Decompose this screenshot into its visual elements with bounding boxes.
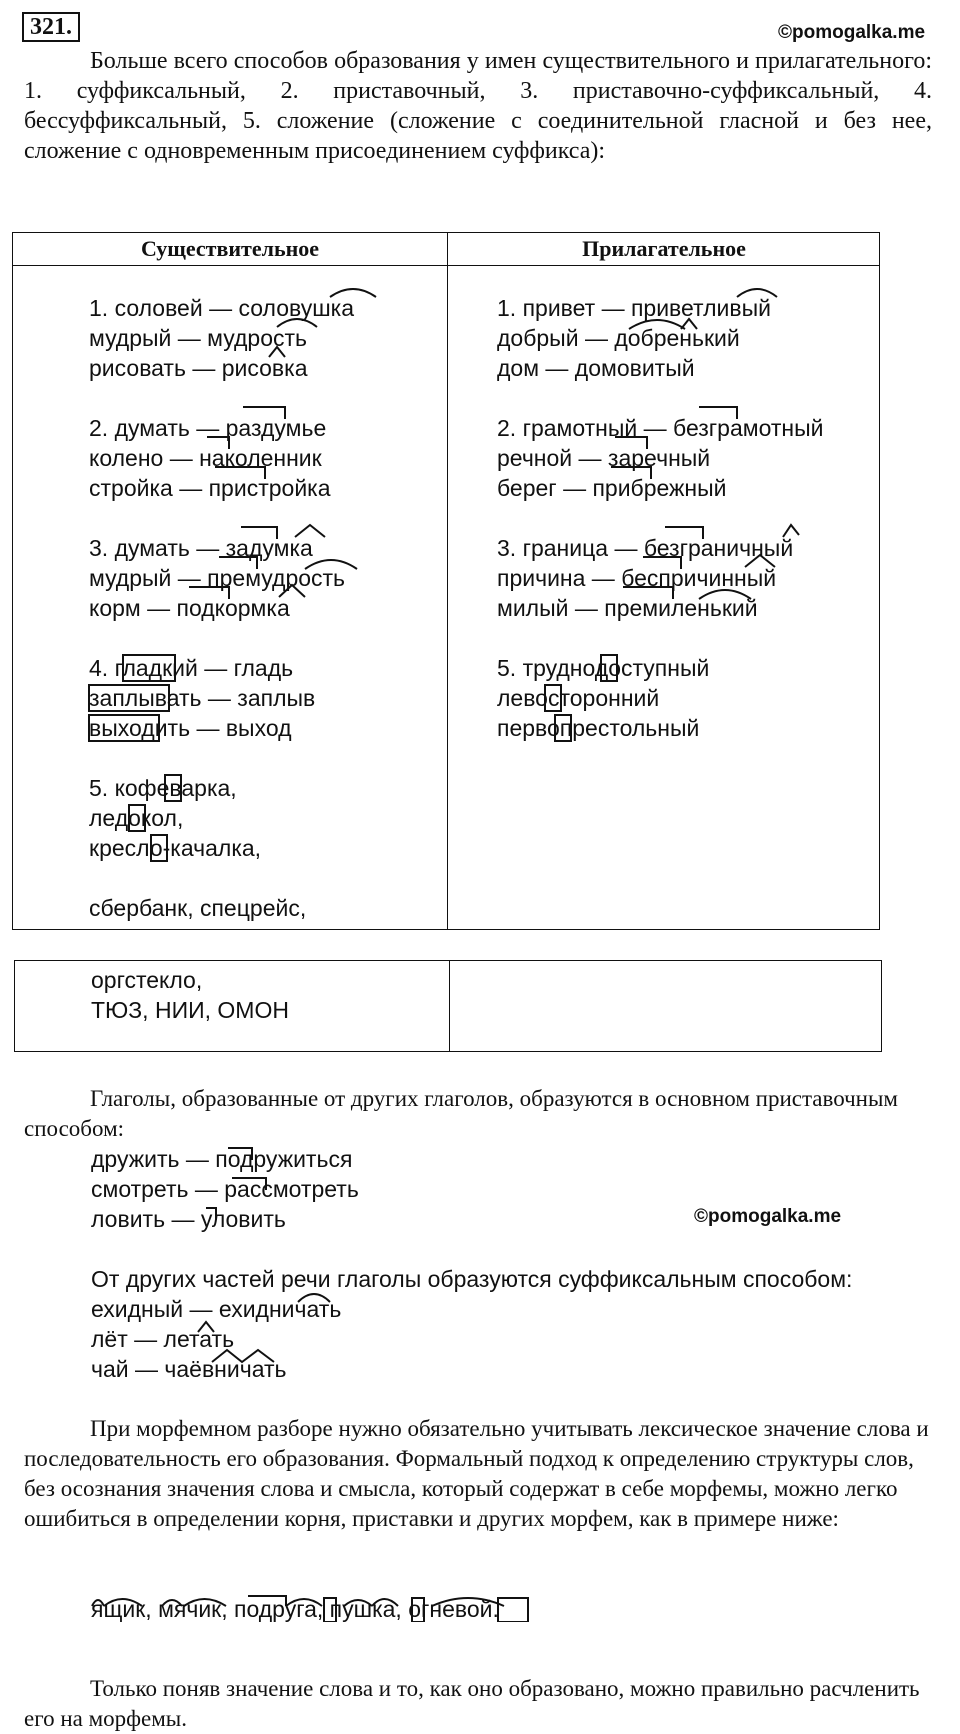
header-adjective: Прилагательное bbox=[582, 236, 746, 261]
adj-line: милый — премиленький bbox=[497, 595, 758, 621]
intro-paragraph: Больше всего способов образования у имен существительного и прилагательного: 1. суффиксальный, 2. приставочный, 3. приставочно-суффиксальный, 4. бессуффиксальный, 5. сложение (сложение с соединительной гласной и без нее, сложение с одновременным присоединением суффикса): bbox=[24, 48, 932, 164]
noun-line: кресло-качалка, bbox=[89, 835, 262, 861]
verbs-suffix-intro: От других частей речи глаголы образуются суффиксальным способом: bbox=[91, 1266, 853, 1292]
noun-line: 1. соловей — соловушка bbox=[89, 295, 355, 321]
adj-line: добрый — добренький bbox=[497, 325, 740, 351]
table-column-divider bbox=[447, 233, 448, 929]
noun-line: колено — наколенник bbox=[89, 445, 322, 471]
header-noun: Существительное bbox=[140, 236, 320, 261]
noun-line: рисовать — рисовка bbox=[89, 355, 308, 381]
verb-example: смотреть — рассмотреть bbox=[91, 1176, 359, 1202]
verb-example: лёт — летать bbox=[91, 1326, 235, 1352]
noun-line: мудрый — мудрость bbox=[89, 325, 308, 351]
adj-line: причина — беспричинный bbox=[497, 565, 777, 591]
verb-example: дружить — подружиться bbox=[91, 1146, 353, 1172]
adj-line: 5. труднодоступный bbox=[497, 655, 710, 681]
adj-line: берег — прибрежный bbox=[497, 475, 727, 501]
morpheme-example: ящик, мячик, подруга, пушка, огневой. bbox=[91, 1596, 499, 1622]
noun-line: стройка — пристройка bbox=[89, 475, 331, 501]
noun-line: 5. кофеварка, bbox=[89, 775, 237, 801]
verbs-intro-paragraph: Глаголы, образованные от других глаголов, образуются в основном приставочным способом: bbox=[24, 1086, 898, 1141]
noun-line: ледокол, bbox=[89, 805, 184, 831]
adj-line: дом — домовитый bbox=[497, 355, 695, 381]
word-formation-table bbox=[12, 232, 880, 930]
adj-line: речной — заречный bbox=[497, 445, 711, 471]
noun-line: мудрый — премудрость bbox=[89, 565, 346, 591]
noun-line: оргстекло, bbox=[91, 967, 203, 993]
table-column-divider bbox=[449, 961, 450, 1051]
noun-line: корм — подкормка bbox=[89, 595, 290, 621]
noun-line: 3. думать — задумка bbox=[89, 535, 313, 561]
adj-line: 1. привет — приветливый bbox=[497, 295, 771, 321]
verb-example: ехидный — ехидничать bbox=[91, 1296, 342, 1322]
exercise-number: 321. bbox=[22, 12, 80, 42]
adj-line: левосторонний bbox=[497, 685, 660, 711]
watermark-top: ©pomogalka.me bbox=[778, 22, 926, 43]
table-header-divider bbox=[13, 265, 879, 266]
adj-line: 2. грамотный — безграмотный bbox=[497, 415, 824, 441]
morpheme-paragraph: При морфемном разборе нужно обязательно учитывать лексическое значение слова и последовательность его образования. Формальный подход к определению структуры слов, без осознания значения слова и смысла, который содержат в себе морфемы, можно легко ошибиться в определении корня, приставки и других морфем, как в примере ниже: bbox=[24, 1416, 929, 1531]
watermark-middle: ©pomogalka.me bbox=[694, 1206, 842, 1227]
conclusion-paragraph: Только поняв значение слова и то, как оно образовано, можно правильно расчленить его на морфемы. bbox=[24, 1676, 920, 1731]
noun-line: сбербанк, спецрейс, bbox=[89, 895, 307, 921]
noun-line: ТЮЗ, НИИ, ОМОН bbox=[91, 997, 289, 1023]
adj-line: 3. граница — безграничный bbox=[497, 535, 794, 561]
verb-example: чай — чаёвничать bbox=[91, 1356, 287, 1382]
verb-example: ловить — уловить bbox=[91, 1206, 286, 1232]
noun-line: 2. думать — раздумье bbox=[89, 415, 327, 441]
noun-line: 4. гладкий — гладь bbox=[89, 655, 294, 681]
word-formation-table-continued bbox=[14, 960, 882, 1052]
adj-line: первопрестольный bbox=[497, 715, 700, 741]
noun-line: заплывать — заплыв bbox=[89, 685, 316, 711]
noun-line: выходить — выход bbox=[89, 715, 292, 741]
